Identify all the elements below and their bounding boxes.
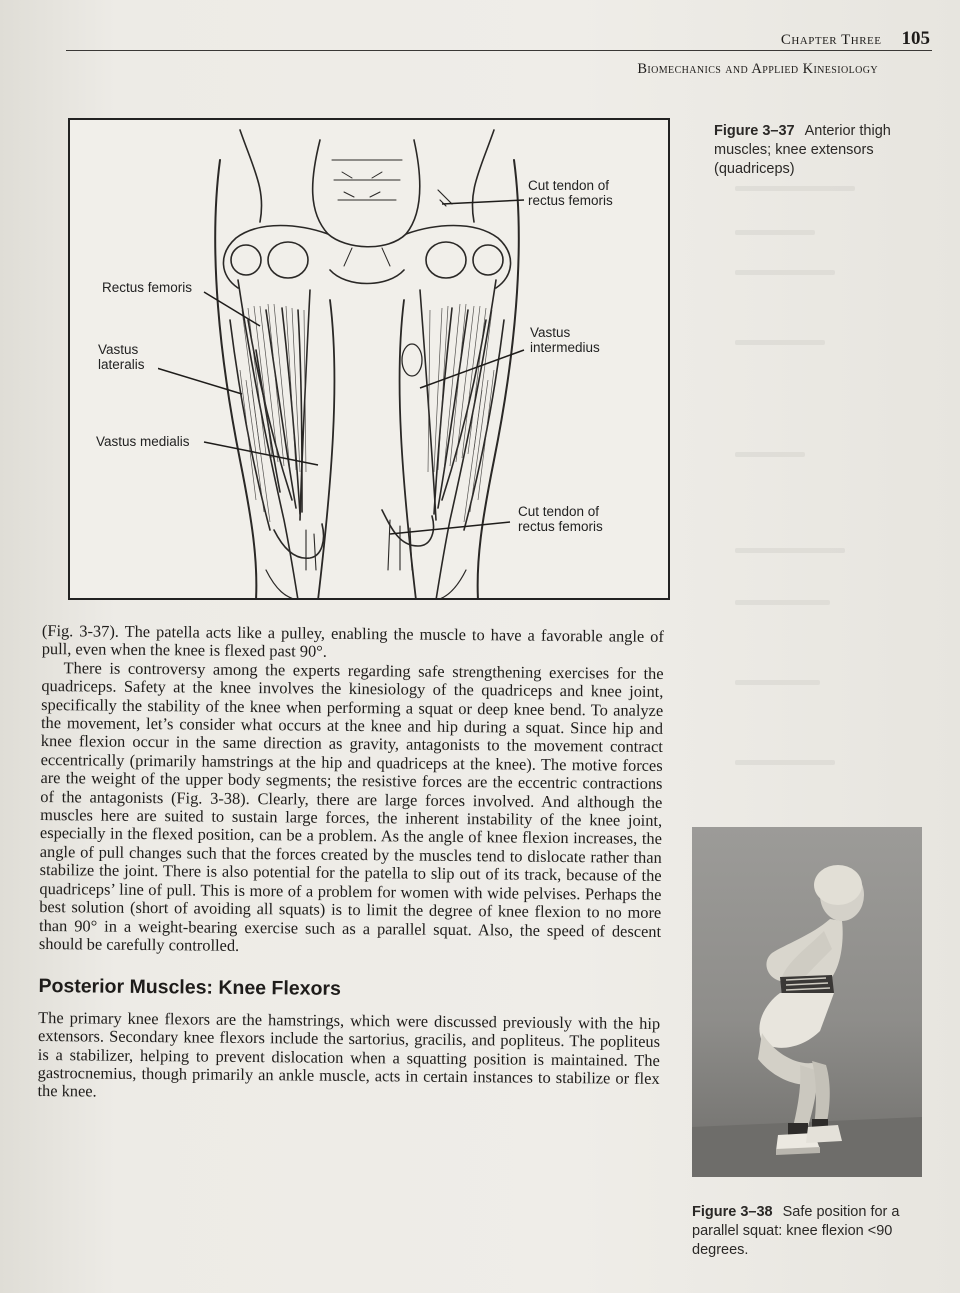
label-cut-tendon-bottom: Cut tendon of rectus femoris [518, 504, 628, 534]
show-through-text [735, 340, 825, 345]
label-vastus-lateralis: Vastus lateralis [98, 342, 158, 372]
figure-3-37-illustration [68, 118, 670, 600]
chapter-label: Chapter Three [780, 32, 882, 48]
show-through-text [735, 186, 855, 191]
show-through-text [735, 760, 835, 765]
show-through-text [735, 230, 815, 235]
figure-3-37-number: Figure 3–37 [714, 123, 795, 139]
figure-3-38-caption [692, 1203, 918, 1260]
squat-figure-drawing [692, 827, 922, 1177]
running-head [781, 28, 930, 50]
page-number: 105 [901, 28, 930, 49]
figure-3-37-caption-text: Anterior thigh muscles; knee extensors (quadriceps) [714, 123, 891, 177]
figure-3-37-caption [714, 122, 934, 179]
figure-3-38-number: Figure 3–38 [692, 1204, 773, 1220]
show-through-text [735, 600, 830, 605]
label-vastus-medialis: Vastus medialis [96, 434, 190, 449]
label-cut-tendon-top: Cut tendon of rectus femoris [528, 178, 638, 208]
section-heading: Posterior Muscles: Knee Flexors [38, 975, 341, 1001]
figure-3-38-photo [692, 827, 922, 1177]
paragraph-3: The primary knee flexors are the hamstrings, which were discussed previously with the hip extensors. Secondary knee flexors include the sartorius, gracilis, and popliteus. The popliteus is a stabilizer, helping to prevent dislocation when a squatting position is maintained. The gastrocnemius, though primarily an ankle muscle, acts in certain instances to stabilize or flex the knee. [37, 1007, 661, 1101]
paragraph-2: There is controversy among the experts regarding safe strengthening exercises for the quadriceps. Safety at the knee involves the kinesiology of the quadriceps and knee joint, specifically the stability of the knee when performing a squat or deep knee bend. To analyze the movement, let’s consider what occurs at the knee and hip during a squat. Since hip and knee flexion occur in the same direction as gravity, antagonists to the movement contract eccentrically (primarily hamstrings at the hip and quadriceps at the knee). The motive forces are the weight of the upper body segments; the resistive forces are the eccentric contractions of the antagonists (Fig. 3-38). Clearly, there are large forces involved. And although the muscles here are suited to sustain large forces, the inherent instability of the knee joint, especially in the flexed position, can be a problem. As the angle of knee flexion increases, the angle of pull changes such that the forces created by the muscles tend to dislocate rather than stabilize the joint. There is also potential for the patella to slip out of its track, because of the quadriceps’ line of pull. This is more of a problem for women with wide pelvises. Perhaps the best solution (short of avoiding all squats) is to limit the degree of knee flexion to no more than 90° in a weight-bearing exercise such as a parallel squat. Also, the speed of descent should be carefully controlled. [38, 658, 664, 955]
figure-3-38-caption-text: Safe position for a parallel squat: knee flexion <90 degrees. [692, 1204, 900, 1258]
body-text [37, 622, 664, 1107]
header-rule [66, 50, 932, 51]
show-through-text [735, 680, 820, 685]
show-through-text [735, 548, 845, 553]
label-vastus-intermedius: Vastus intermedius [530, 325, 620, 355]
label-rectus-femoris: Rectus femoris [102, 280, 193, 295]
show-through-text [735, 452, 805, 457]
show-through-text [735, 270, 835, 275]
book-title: Biomechanics and Applied Kinesiology [637, 61, 878, 77]
paragraph-1: (Fig. 3-37). The patella acts like a pulley, enabling the muscle to have a favorable angle of pull, even when the knee is flexed past 90°. [41, 621, 664, 662]
